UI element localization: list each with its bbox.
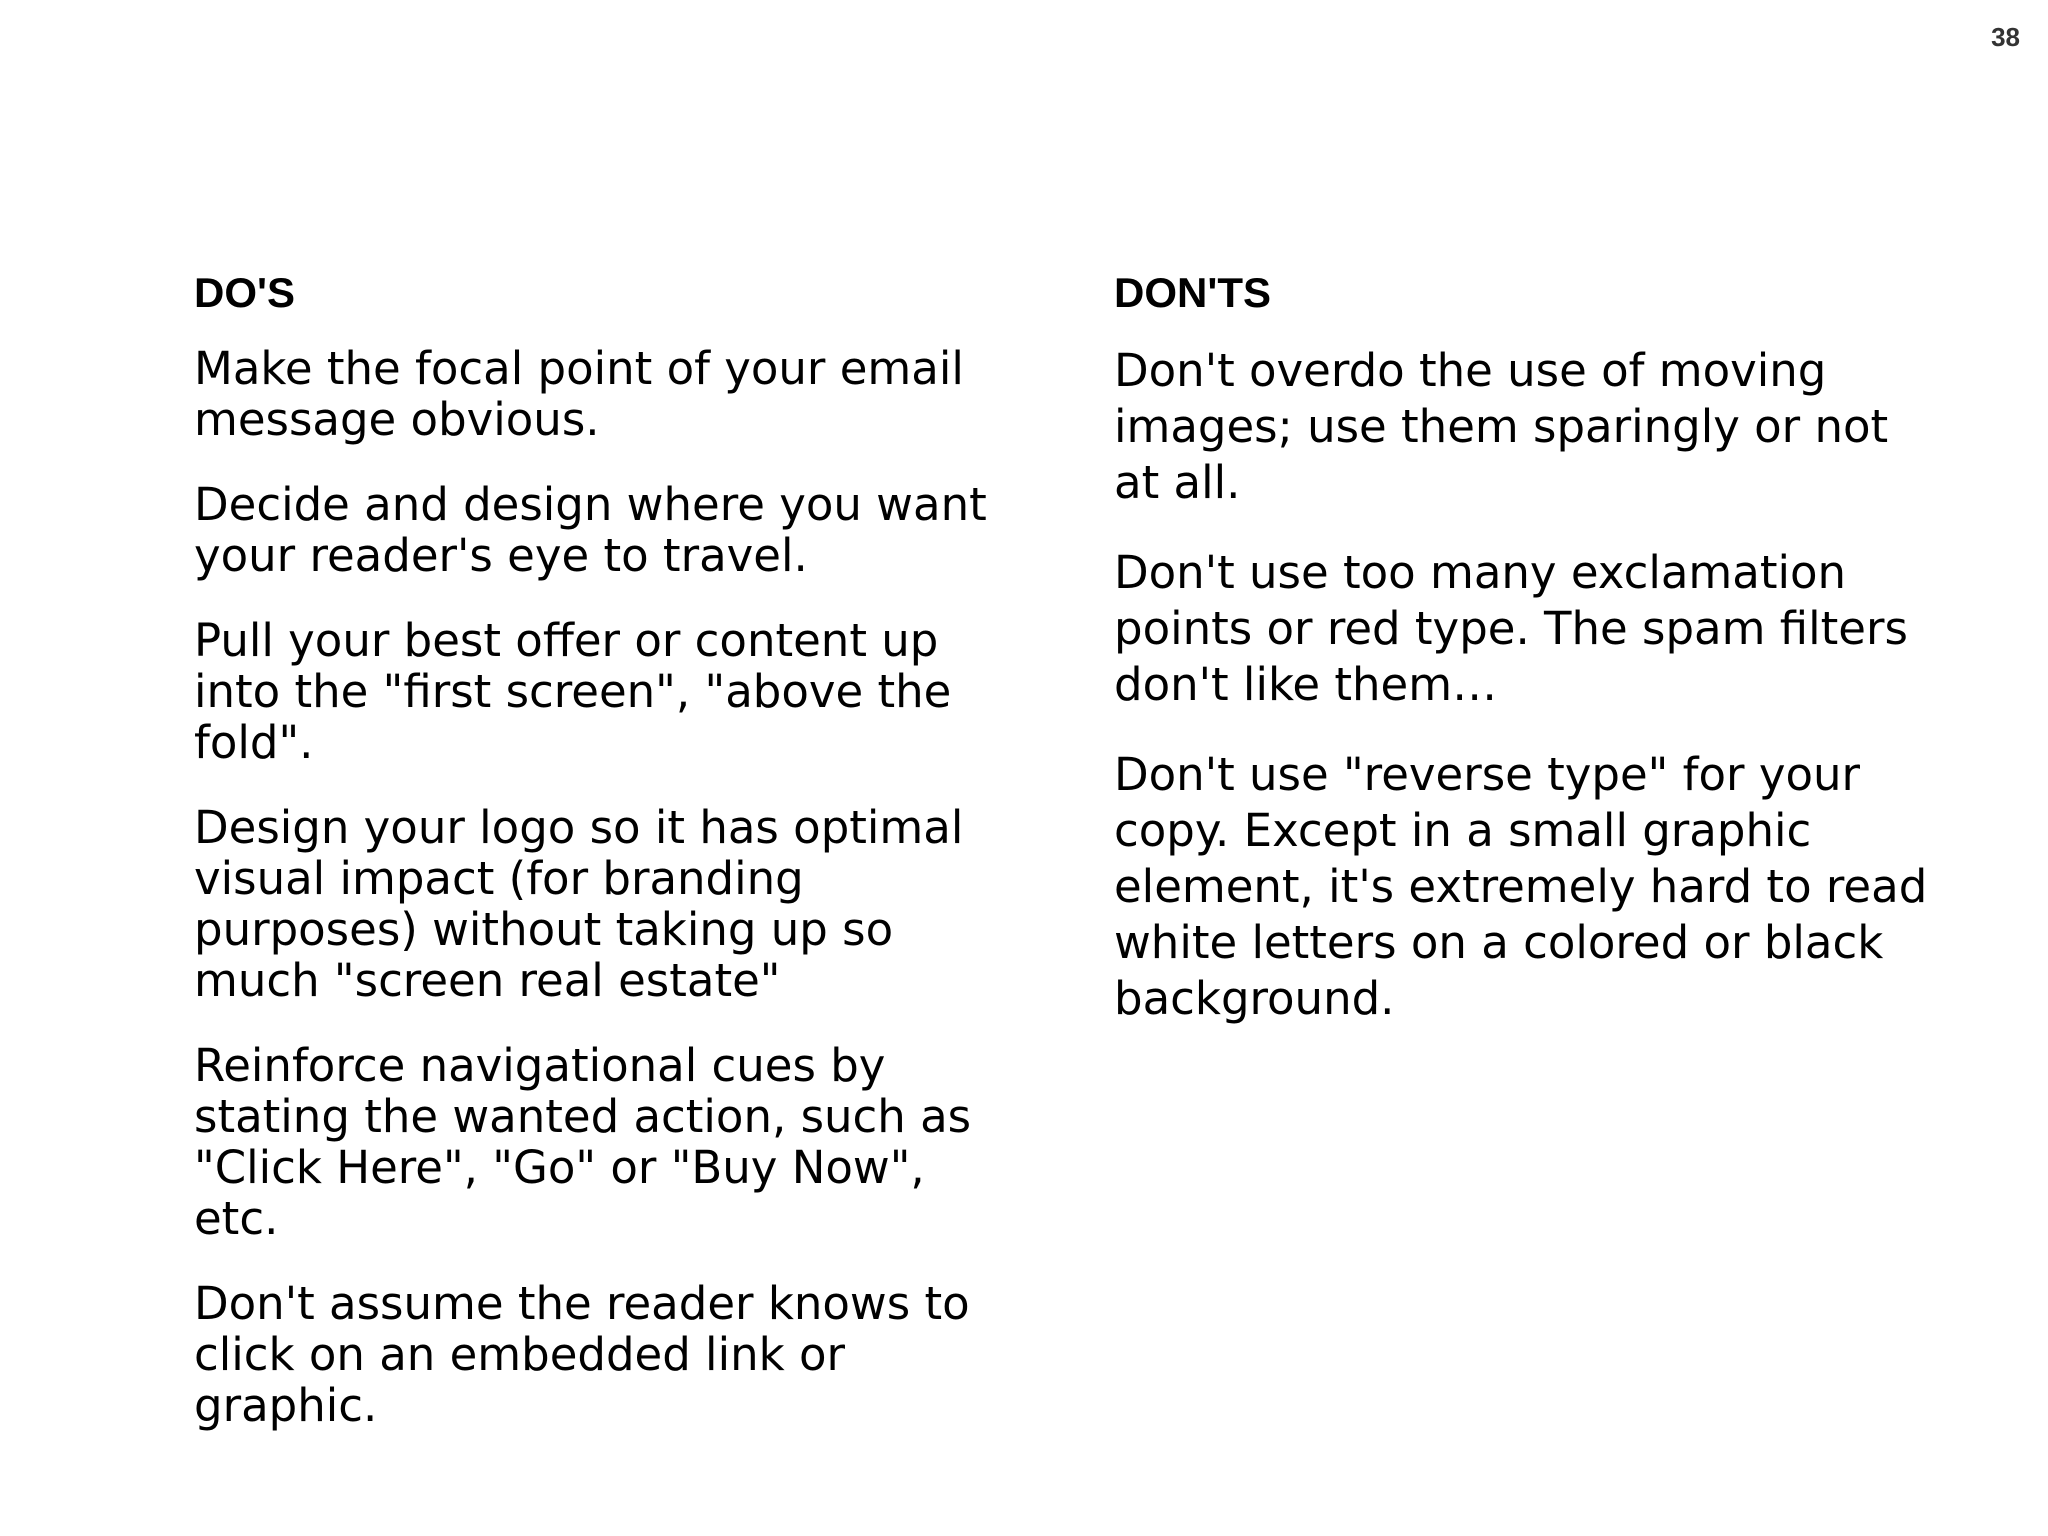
dos-item: Pull your best offer or content up into the "first screen", "above the fold". xyxy=(194,614,952,769)
dos-heading: DO'S xyxy=(194,269,296,316)
donts-item: Don't overdo the use of moving images; use them sparingly or not at all. xyxy=(1114,344,1889,509)
donts-column xyxy=(1114,265,1984,1061)
dos-item: Don't assume the reader knows to click on an embedded link or graphic. xyxy=(194,1277,970,1432)
donts-heading: DON'TS xyxy=(1114,269,1271,316)
dos-item: Design your logo so it has optimal visual impact (for branding purposes) without taking up so much "screen real estate" xyxy=(194,801,964,1007)
donts-item: Don't use too many exclamation points or red type. The spam filters don't like them… xyxy=(1114,546,1908,711)
page-number: 38 xyxy=(1991,22,2020,52)
dos-item: Decide and design where you want your reader's eye to travel. xyxy=(194,478,987,582)
dos-list xyxy=(194,343,1054,1431)
donts-item: Don't use "reverse type" for your copy. Except in a small graphic element, it's extremely hard to read white letters on a colored or black background. xyxy=(1114,748,1928,1025)
donts-list xyxy=(1114,343,1984,1027)
dos-item: Reinforce navigational cues by stating the wanted action, such as "Click Here", "Go" or "Buy Now", etc. xyxy=(194,1039,972,1245)
dos-item: Make the focal point of your email message obvious. xyxy=(194,342,964,446)
dos-column xyxy=(194,265,1054,1465)
